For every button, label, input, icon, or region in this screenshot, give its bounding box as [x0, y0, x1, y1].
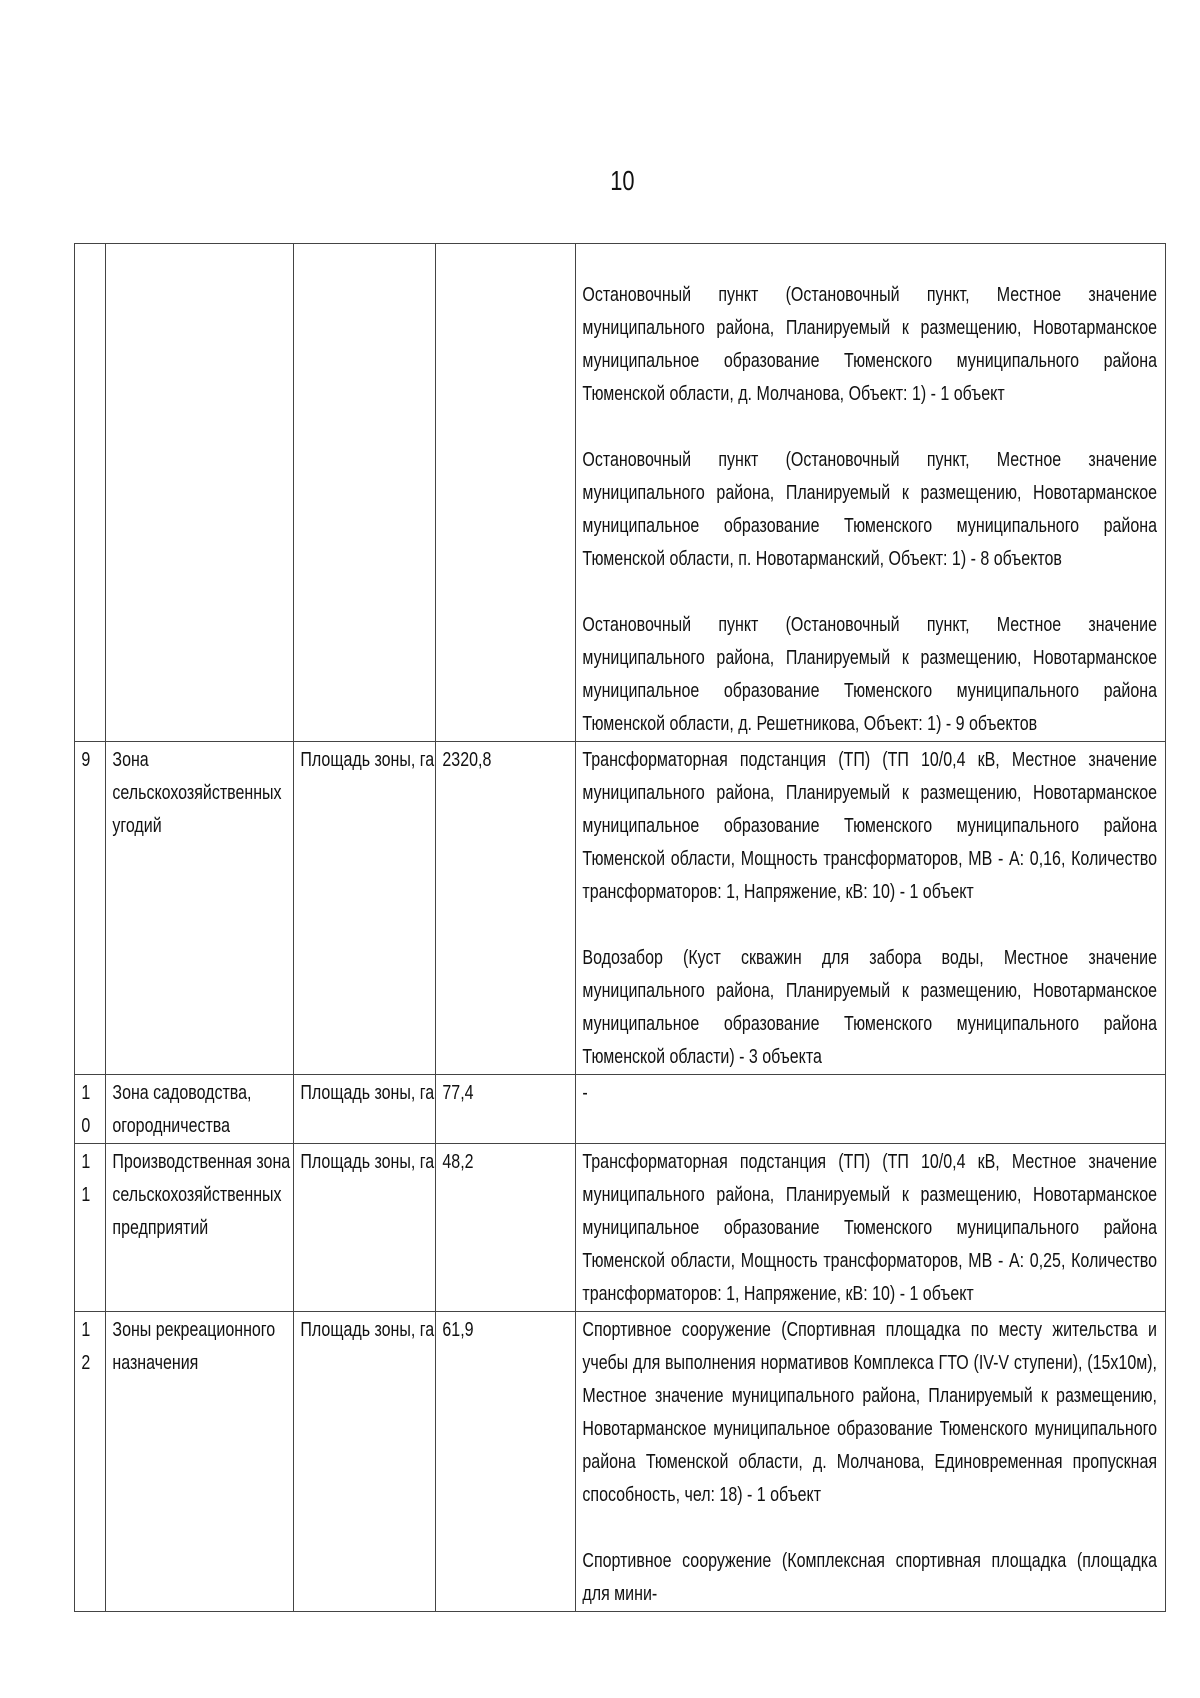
- row-number: 1: [81, 1319, 91, 1341]
- table-row: [75, 244, 1166, 742]
- indicator-value: 77,4: [442, 1082, 474, 1104]
- row-number: 1: [81, 1151, 91, 1173]
- value-cell: [436, 1312, 576, 1612]
- objects-cell: [576, 742, 1166, 1075]
- row-number: 1: [81, 1082, 91, 1104]
- object-description: Трансформаторная подстанция (ТП) (ТП 10/0,4 кВ, Местное значение муниципального района, Планируемый к размещению, Новотарманское муниципальное образование Тюменского муниципального района Тюменской области, Мощность трансформаторов, МВ - А: 0,25, Количество трансформаторов: 1, Напряжение, кВ: 10) - 1 объект: [582, 1151, 1157, 1305]
- object-description: -: [582, 1082, 588, 1104]
- indicator-cell: [294, 1312, 436, 1612]
- objects-cell: [576, 1312, 1166, 1612]
- indicator: Площадь зоны, га: [300, 1319, 435, 1341]
- row-number-cell: [75, 1075, 106, 1144]
- zone-name-cell: [106, 1144, 294, 1312]
- indicator: Площадь зоны, га: [300, 1082, 435, 1104]
- indicator-value: 2320,8: [442, 749, 492, 771]
- row-number: 0: [81, 1115, 91, 1137]
- row-number-cell: [75, 1312, 106, 1612]
- zone-name: Зоны рекреационного назначения: [112, 1319, 276, 1374]
- indicator: Площадь зоны, га: [300, 1151, 435, 1173]
- indicator-cell: [294, 1075, 436, 1144]
- object-description: Водозабор (Куст скважин для забора воды, Местное значение муниципального района, Планируемый к размещению, Новотарманское муниципальное образование Тюменского муниципального района Тюменской области) - 3 объекта: [582, 947, 1157, 1068]
- object-description: Остановочный пункт (Остановочный пункт, Местное значение муниципального района, Планируемый к размещению, Новотарманское муниципальное образование Тюменского муниципального района Тюменской области, д. Молчанова, Объект: 1) - 1 объект: [582, 284, 1157, 405]
- indicator-cell: [294, 1144, 436, 1312]
- object-description: Остановочный пункт (Остановочный пункт, Местное значение муниципального района, Планируемый к размещению, Новотарманское муниципальное образование Тюменского муниципального района Тюменской области, д. Решетникова, Объект: 1) - 9 объектов: [582, 614, 1157, 735]
- indicator-value: [436, 244, 575, 246]
- row-number: 1: [81, 1184, 91, 1206]
- zone-name-cell: [106, 1075, 294, 1144]
- table-row: [75, 742, 1166, 1075]
- row-number-cell: [75, 1144, 106, 1312]
- zone-name-cell: [106, 742, 294, 1075]
- zone-name: Зона сельскохозяйственных угодий: [112, 749, 282, 837]
- object-description: Остановочный пункт (Остановочный пункт, Местное значение муниципального района, Планируемый к размещению, Новотарманское муниципальное образование Тюменского муниципального района Тюменской области, п. Новотарманский, Объект: 1) - 8 объектов: [582, 449, 1157, 570]
- zones-table: [74, 243, 1166, 1612]
- page-number: 10: [610, 165, 635, 196]
- indicator-cell: [294, 244, 436, 742]
- indicator-value: 61,9: [442, 1319, 474, 1341]
- indicator-value: 48,2: [442, 1151, 474, 1173]
- row-number: 9: [81, 749, 91, 771]
- value-cell: [436, 1144, 576, 1312]
- zone-name-cell: [106, 244, 294, 742]
- objects-cell: [576, 1144, 1166, 1312]
- indicator-cell: [294, 742, 436, 1075]
- zone-name: Зона садоводства, огородничества: [112, 1082, 252, 1137]
- object-description: Спортивное сооружение (Спортивная площадка по месту жительства и учебы для выполнения нормативов Комплекса ГТО (IV-V ступени), (15х10м), Местное значение муниципального района, Планируемый к размещению, Новотарманское муниципальное образование Тюменского муниципального района Тюменской области, д. Молчанова, Единовременная пропускная способность, чел: 18) - 1 объект: [582, 1319, 1157, 1506]
- value-cell: [436, 1075, 576, 1144]
- object-description: Трансформаторная подстанция (ТП) (ТП 10/0,4 кВ, Местное значение муниципального района, Планируемый к размещению, Новотарманское муниципальное образование Тюменского муниципального района Тюменской области, Мощность трансформаторов, МВ - А: 0,16, Количество трансформаторов: 1, Напряжение, кВ: 10) - 1 объект: [582, 749, 1157, 903]
- row-number-cell: [75, 244, 106, 742]
- objects-cell: [576, 244, 1166, 742]
- zone-name: [106, 244, 293, 246]
- zone-name: Производственная зона сельскохозяйственных предприятий: [112, 1151, 291, 1239]
- zone-name-cell: [106, 1312, 294, 1612]
- table-row: [75, 1312, 1166, 1612]
- row-number-cell: [75, 742, 106, 1075]
- value-cell: [436, 742, 576, 1075]
- table-row: [75, 1144, 1166, 1312]
- indicator: Площадь зоны, га: [300, 749, 435, 771]
- indicator: [294, 244, 435, 246]
- row-number: 2: [81, 1352, 91, 1374]
- table-row: [75, 1075, 1166, 1144]
- objects-cell: [576, 1075, 1166, 1144]
- value-cell: [436, 244, 576, 742]
- object-description: Спортивное сооружение (Комплексная спортивная площадка (площадка для мини-: [582, 1550, 1157, 1605]
